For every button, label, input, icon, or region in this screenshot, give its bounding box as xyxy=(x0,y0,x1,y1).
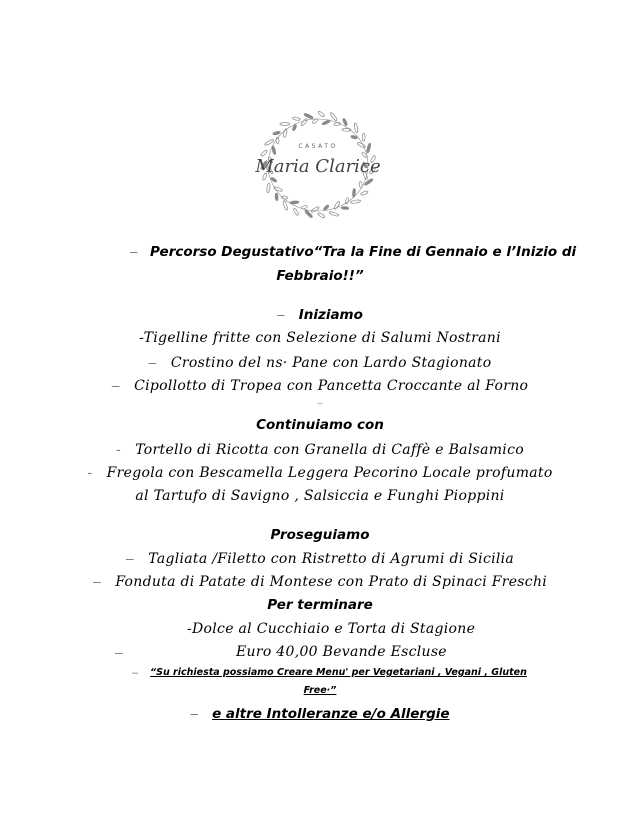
section-heading-proseguiamo xyxy=(0,527,640,543)
item-dash: – xyxy=(125,550,134,566)
menu-item-text: -Dolce al Cucchiaio e Torta di Stagione xyxy=(187,621,476,637)
menu-item-text: Fregola con Bescamella Leggera Pecorino Locale profumato xyxy=(106,465,553,481)
item-dash: – xyxy=(111,377,120,393)
heading-dash: – xyxy=(277,307,285,322)
wreath-leaf xyxy=(266,183,270,193)
wreath-leaf xyxy=(311,206,320,213)
menu-item-text: Euro 40,00 Bevande Escluse xyxy=(236,644,447,660)
title-text-2: Febbraio!!” xyxy=(276,268,364,284)
note-line-2 xyxy=(0,685,640,696)
wreath-leaf xyxy=(354,123,359,133)
wreath-leaf xyxy=(292,117,300,121)
menu-item xyxy=(0,330,640,346)
wreath-leaf xyxy=(329,211,339,217)
menu-item xyxy=(0,377,640,394)
wreath-leaf xyxy=(280,122,290,125)
wreath-leaf xyxy=(350,199,360,203)
heading-text: Per terminare xyxy=(267,597,373,613)
wreath-leaf xyxy=(330,112,338,122)
menu-item xyxy=(0,550,640,567)
spacer-dash xyxy=(0,398,640,409)
wreath-leaf xyxy=(366,143,371,153)
item-dash: – xyxy=(92,573,102,589)
wreath-leaf xyxy=(275,193,278,201)
wreath-leaf xyxy=(293,208,299,216)
title-dash: – xyxy=(130,244,138,259)
heading-text: Proseguiamo xyxy=(270,527,370,543)
menu-item xyxy=(0,441,640,458)
menu-item-text: al Tartufo di Savigno , Salsiccia e Funghi Pioppini xyxy=(135,488,505,504)
heading-text: Iniziamo xyxy=(298,307,363,323)
section-heading-iniziamo xyxy=(0,307,640,323)
logo-script-text: Maria Clarice xyxy=(255,156,381,177)
note-text-2: Free·” xyxy=(303,685,337,696)
wreath-leaf xyxy=(364,178,374,186)
menu-item-text: Tortello di Ricotta con Granella di Caffè e Balsamico xyxy=(135,442,524,458)
menu-item-text: Tagliata /Filetto con Ristretto di Agrumi di Sicilia xyxy=(148,551,515,567)
wreath-leaf xyxy=(317,111,325,118)
item-dash: – xyxy=(148,354,157,370)
casato-maria-clarice-logo xyxy=(250,106,386,224)
menu-item xyxy=(0,354,640,371)
note-text-3: e altre Intolleranze e/o Allergie xyxy=(212,706,450,722)
heading-text: Continuiamo con xyxy=(256,417,384,433)
note-text-1: “Su richiesta possiamo Creare Menu' per Vegetariani , Vegani , Gluten xyxy=(150,667,527,678)
title-text-1: Percorso Degustativo“Tra la Fine di Gennaio e l’Inizio di xyxy=(150,244,577,260)
title-line-2 xyxy=(0,268,640,284)
wreath-leaf xyxy=(341,206,349,209)
menu-item xyxy=(0,464,640,481)
menu-item-text: -Tigelline fritte con Selezione di Salumi Nostrani xyxy=(139,330,501,346)
wreath-leaf xyxy=(303,113,313,120)
wreath-leaf xyxy=(282,200,288,210)
item-dash: – xyxy=(115,644,124,660)
logo-top-text: CASATO xyxy=(298,143,338,150)
wreath-leaf xyxy=(273,131,281,136)
wreath-leaf xyxy=(317,212,325,218)
menu-item-text: Cipollotto di Tropea con Pancetta Croccante al Forno xyxy=(134,378,529,394)
wreath-leaf xyxy=(342,128,351,131)
menu-item xyxy=(0,488,640,504)
note-dash: – xyxy=(190,706,198,721)
spacer-dash-text: – xyxy=(317,398,323,408)
wreath-leaf xyxy=(345,197,350,204)
section-heading-continuiamo xyxy=(0,417,640,433)
wreath-leaf xyxy=(290,201,299,205)
note-line-3 xyxy=(0,706,640,722)
item-dash: - xyxy=(87,464,93,480)
section-heading-terminare xyxy=(0,597,640,613)
wreath-leaf xyxy=(300,118,308,127)
menu-item-text: Fonduta di Patate di Montese con Prato di Spinaci Freschi xyxy=(115,574,548,590)
menu-item-text: Crostino del ns· Pane con Lardo Stagionato xyxy=(170,355,492,371)
wreath-leaf xyxy=(360,190,368,195)
wreath-leaf xyxy=(362,133,365,141)
menu-item xyxy=(0,573,640,590)
item-dash: - xyxy=(116,441,121,457)
note-dash: – xyxy=(132,667,139,679)
wreath-leaf xyxy=(283,128,288,137)
wreath-leaf xyxy=(273,186,282,192)
